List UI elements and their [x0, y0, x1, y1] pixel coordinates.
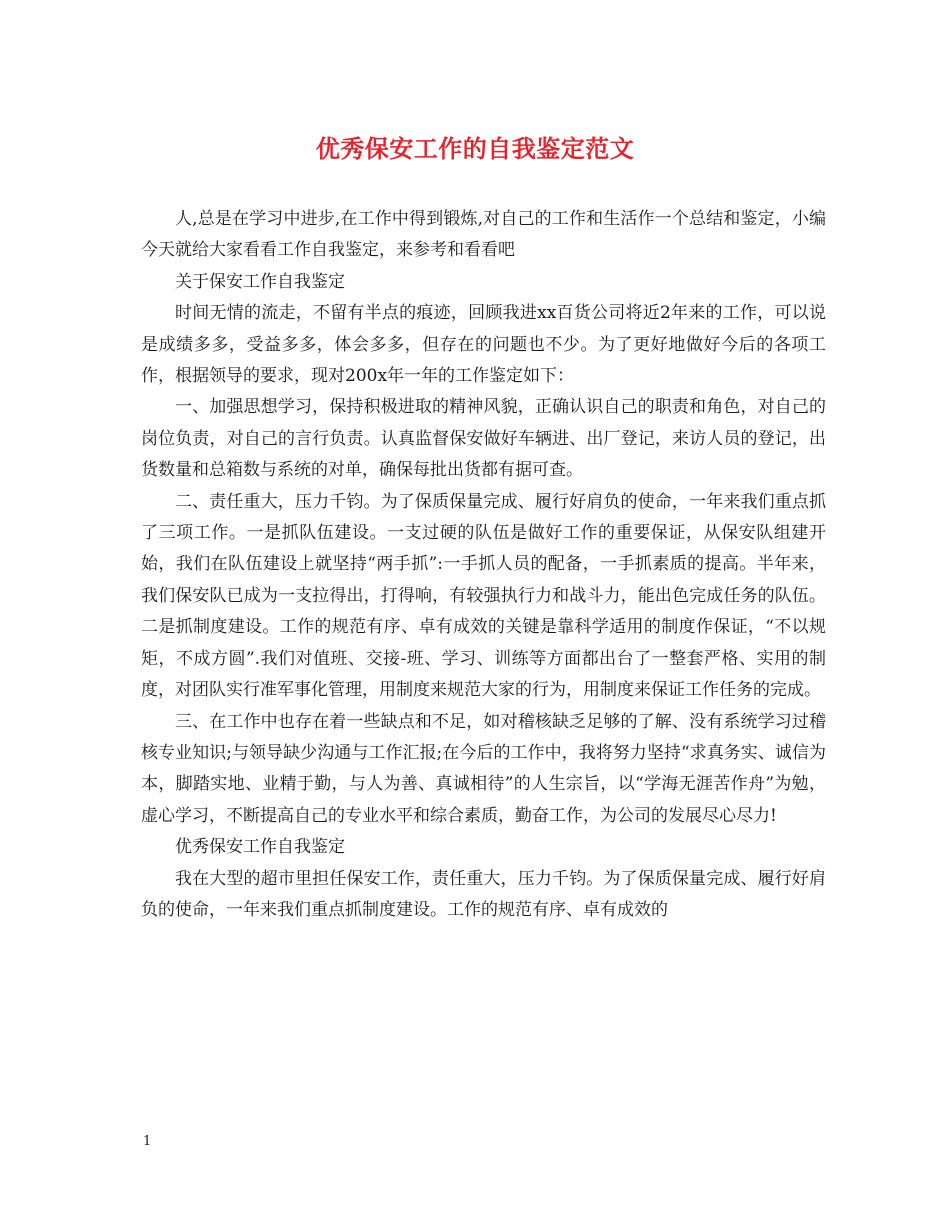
- page-number: 1: [143, 1134, 152, 1149]
- paragraph-point-three: 三、在工作中也存在着一些缺点和不足，如对稽核缺乏足够的了解、没有系统学习过稽核专业知识;与领导缺少沟通与工作汇报;在今后的工作中，我将努力坚持“求真务实、诚信为本，脚踏实地、业精于勤，与人为善、真诚相待”的人生宗旨，以“学海无涯苦作舟”为勉，虚心学习，不断提高自己的专业水平和综合素质，勤奋工作，为公司的发展尽心尽力!: [141, 711, 826, 826]
- section-heading-about: 关于保安工作自我鉴定: [175, 271, 345, 292]
- paragraph-point-one: 一、加强思想学习，保持积极进取的精神风貌，正确认识自己的职责和角色，对自己的岗位负责，对自己的言行负责。认真监督保安做好车辆进、出厂登记，来访人员的登记，出货数量和总箱数与系统的对单，确保每批出货都有据可查。: [141, 397, 826, 481]
- section-heading-excellent: 优秀保安工作自我鉴定: [175, 837, 345, 858]
- paragraph-intro: 人,总是在学习中进步,在工作中得到锻炼,对自己的工作和生活作一个总结和鉴定，小编今天就给大家看看工作自我鉴定，来参考和看看吧: [141, 209, 826, 261]
- paragraph-point-two: 二、责任重大，压力千钧。为了保质保量完成、履行好肩负的使命，一年来我们重点抓了三项工作。一是抓队伍建设。一支过硬的队伍是做好工作的重要保证，从保安队组建开始，我们在队伍建设上就坚持“两手抓”:一手抓人员的配备，一手抓素质的提高。半年来，我们保安队已成为一支拉得出，打得响，有较强执行力和战斗力，能出色完成任务的队伍。二是抓制度建设。工作的规范有序、卓有成效的关键是靠科学适用的制度作保证，“不以规矩，不成方圆”.我们对值班、交接-班、学习、训练等方面都出台了一整套严格、实用的制度，对团队实行准军事化管理，用制度来规范大家的行为，用制度来保证工作任务的完成。: [141, 491, 826, 701]
- document-title: 优秀保安工作的自我鉴定范文: [315, 134, 635, 163]
- paragraph-review: 时间无情的流走，不留有半点的痕迹，回顾我进xx百货公司将近2年来的工作，可以说是成绩多多，受益多多，体会多多，但存在的问题也不少。为了更好地做好今后的各项工作，根据领导的要求，现对200x年一年的工作鉴定如下：: [141, 303, 826, 387]
- paragraph-supermarket: 我在大型的超市里担任保安工作，责任重大，压力千钧。为了保质保量完成、履行好肩负的使命，一年来我们重点抓制度建设。工作的规范有序、卓有成效的: [141, 868, 826, 920]
- document-body: [141, 204, 826, 926]
